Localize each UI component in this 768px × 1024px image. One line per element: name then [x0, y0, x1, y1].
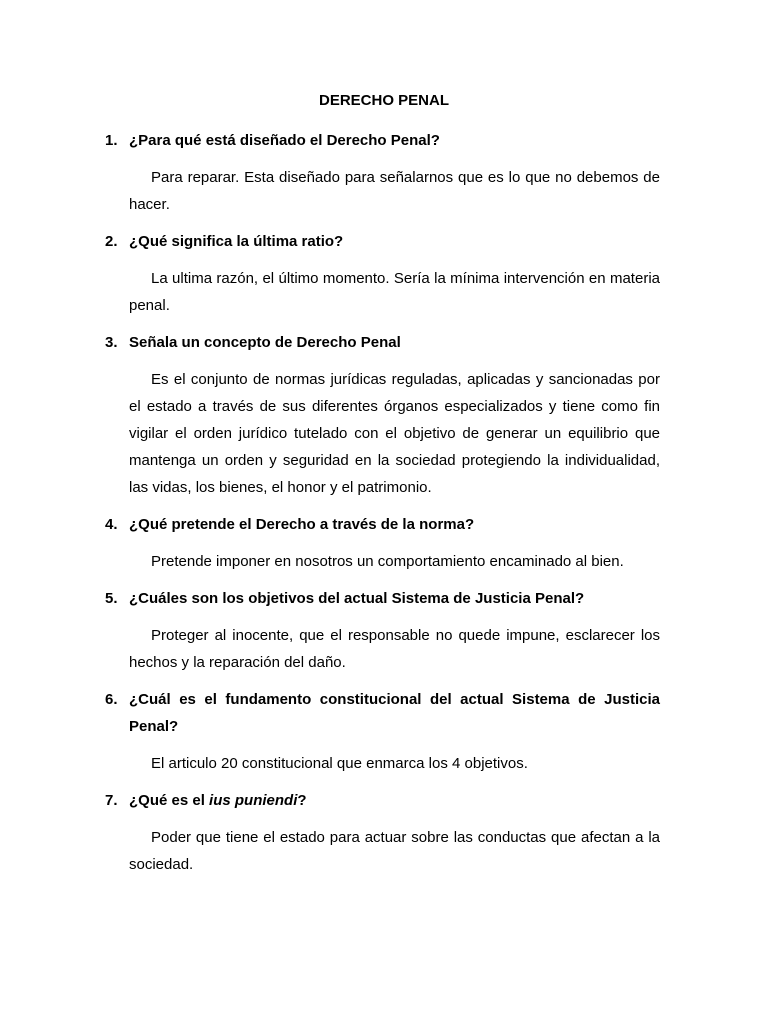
answer-1: Para reparar. Esta diseñado para señalarnos que es lo que no debemos de hacer.	[129, 169, 660, 213]
question-number: 5.	[105, 590, 118, 607]
question-number: 4.	[105, 516, 118, 533]
question-number: 3.	[105, 334, 118, 351]
question-number: 2.	[105, 233, 118, 250]
question-text: ¿Qué pretende el Derecho a través de la norma?	[129, 516, 475, 533]
question-1	[105, 127, 660, 154]
answer-5: Proteger al inocente, que el responsable no quede impune, esclarecer los hechos y la reparación del daño.	[129, 627, 660, 671]
question-7	[105, 787, 660, 814]
question-italic-term: ius puniendi	[209, 792, 298, 809]
answer-3: Es el conjunto de normas jurídicas reguladas, aplicadas y sancionadas por el estado a través de sus diferentes órganos especializados y tiene como fin vigilar el orden jurídico tutelado con el objetivo de generar un equilibrio que mantenga un orden y seguridad en la sociedad protegiendo la individualidad, las vidas, los bienes, el honor y el patrimonio.	[129, 371, 660, 496]
answer-2: La ultima razón, el último momento. Sería la mínima intervención en materia penal.	[129, 270, 660, 314]
question-text: ¿Cuáles son los objetivos del actual Sistema de Justicia Penal?	[129, 590, 585, 607]
question-text: ¿Cuál es el fundamento constitucional del actual Sistema de Justicia Penal?	[129, 691, 660, 735]
question-suffix: ?	[297, 792, 307, 809]
document-title: DERECHO PENAL	[318, 92, 449, 109]
answer-4: Pretende imponer en nosotros un comportamiento encaminado al bien.	[151, 553, 624, 570]
question-text: ¿Para qué está diseñado el Derecho Penal?	[129, 132, 440, 149]
question-4	[105, 511, 660, 538]
question-prefix: ¿Qué es el	[129, 792, 210, 809]
question-number: 1.	[105, 132, 118, 149]
question-3	[105, 329, 660, 356]
question-6	[105, 686, 660, 740]
question-number: 6.	[105, 691, 118, 708]
question-text: ¿Qué significa la última ratio?	[129, 233, 344, 250]
question-text	[129, 787, 660, 814]
question-2	[105, 228, 660, 255]
question-text: Señala un concepto de Derecho Penal	[129, 334, 401, 351]
question-list	[105, 127, 660, 888]
answer-7: Poder que tiene el estado para actuar sobre las conductas que afectan a la sociedad.	[129, 829, 660, 873]
question-number: 7.	[105, 792, 118, 809]
answer-6: El articulo 20 constitucional que enmarca los 4 objetivos.	[151, 755, 528, 772]
question-5	[105, 585, 660, 612]
